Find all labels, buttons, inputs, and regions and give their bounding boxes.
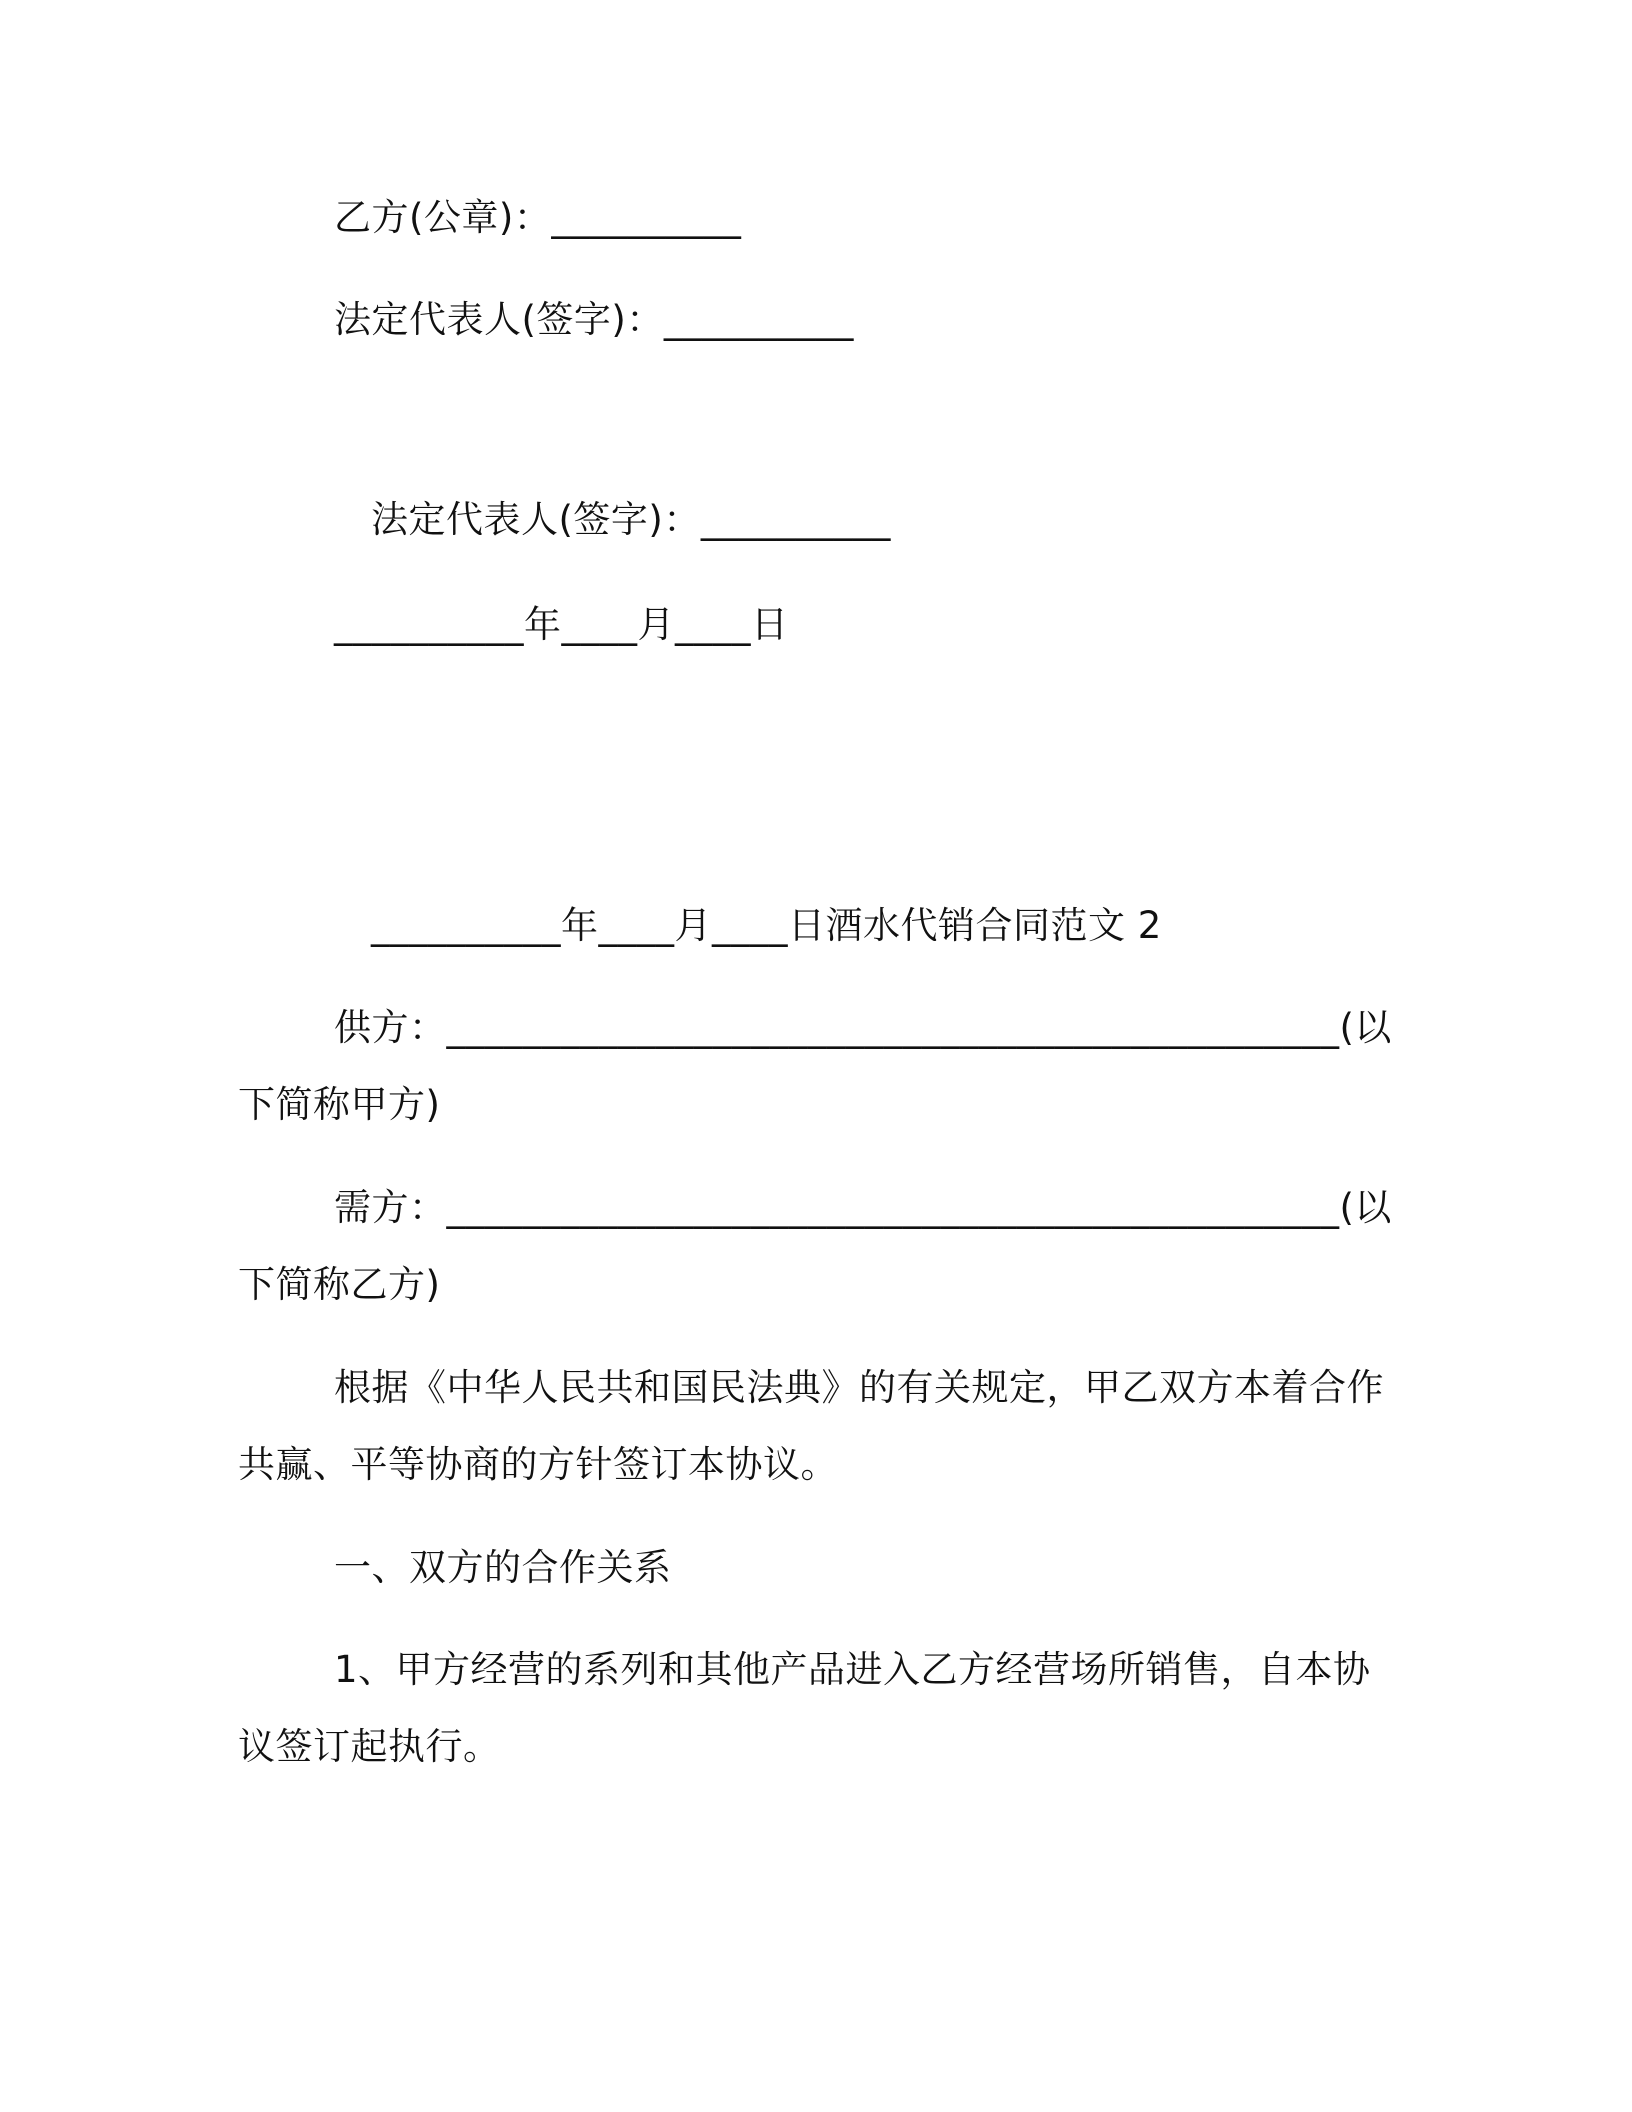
section-heading: 一、双方的合作关系 [334, 1546, 672, 1589]
party-b-representative-line: 法定代表人(签字)：__________ [334, 298, 854, 341]
signature-date-line: __________年____月____日 [334, 603, 789, 646]
clause-1-line-continued: 议签订起执行。 [238, 1725, 501, 1768]
supplier-line-continued: 下简称甲方) [238, 1083, 441, 1126]
contract-title: __________年____月____日酒水代销合同范文 2 [371, 904, 1162, 947]
supplier-line: 供方：_______________________________________________(以 [334, 1006, 1392, 1049]
party-b-seal-line: 乙方(公章)：__________ [334, 196, 742, 239]
preamble-paragraph-line-continued: 共赢、平等协商的方针签订本协议。 [238, 1443, 838, 1486]
buyer-line-continued: 下简称乙方) [238, 1263, 441, 1306]
preamble-paragraph-line: 根据《中华人民共和国民法典》的有关规定，甲乙双方本着合作 [334, 1366, 1384, 1409]
clause-1-line: 1、甲方经营的系列和其他产品进入乙方经营场所销售，自本协 [334, 1648, 1371, 1691]
buyer-line: 需方：_______________________________________________(以 [334, 1186, 1392, 1229]
representative-signature-line: 法定代表人(签字)：__________ [371, 498, 891, 541]
